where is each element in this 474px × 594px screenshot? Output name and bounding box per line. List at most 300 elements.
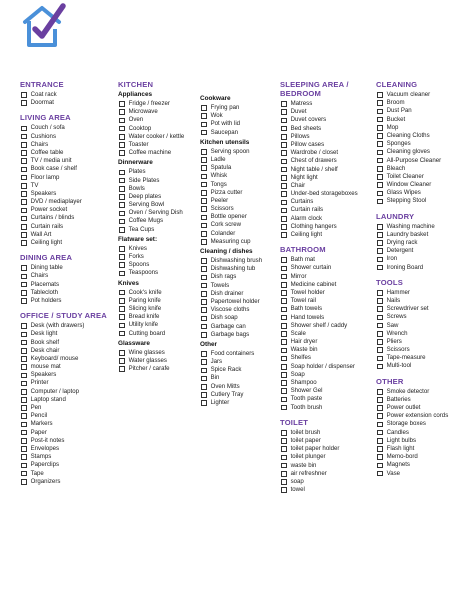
checklist-item[interactable]	[376, 461, 472, 469]
checklist-item[interactable]	[20, 330, 115, 338]
checkbox[interactable]	[21, 348, 27, 354]
checkbox[interactable]	[201, 351, 207, 357]
checkbox[interactable]	[281, 388, 287, 394]
checklist-item[interactable]	[200, 148, 280, 156]
checkbox[interactable]	[281, 315, 287, 321]
checkbox[interactable]	[201, 105, 207, 111]
checklist-item[interactable]	[280, 478, 376, 486]
checkbox[interactable]	[201, 258, 207, 264]
checkbox[interactable]	[201, 239, 207, 245]
checklist-item[interactable]	[200, 156, 280, 164]
checklist-item[interactable]	[280, 470, 376, 478]
checkbox[interactable]	[21, 232, 27, 238]
checklist-item[interactable]	[20, 429, 115, 437]
checklist-item[interactable]	[20, 347, 115, 355]
checkbox[interactable]	[21, 381, 27, 387]
checklist-item[interactable]	[20, 437, 115, 445]
checkbox[interactable]	[21, 463, 27, 469]
checklist-item[interactable]	[280, 314, 376, 322]
checklist-item[interactable]	[20, 174, 115, 182]
checkbox[interactable]	[21, 471, 27, 477]
checkbox[interactable]	[201, 223, 207, 229]
checkbox[interactable]	[201, 182, 207, 188]
checklist-item[interactable]	[376, 346, 472, 354]
checkbox[interactable]	[377, 405, 383, 411]
checklist-item[interactable]	[20, 124, 115, 132]
checkbox[interactable]	[377, 290, 383, 296]
checkbox[interactable]	[201, 113, 207, 119]
checkbox[interactable]	[377, 265, 383, 271]
checkbox[interactable]	[377, 413, 383, 419]
checklist-item[interactable]	[280, 429, 376, 437]
checklist-item[interactable]	[376, 148, 472, 156]
checklist-item[interactable]	[20, 91, 115, 99]
checkbox[interactable]	[281, 298, 287, 304]
checklist-item[interactable]	[20, 231, 115, 239]
checkbox[interactable]	[119, 246, 125, 252]
checklist-item[interactable]	[280, 346, 376, 354]
checkbox[interactable]	[201, 149, 207, 155]
checkbox[interactable]	[119, 254, 125, 260]
checklist-item[interactable]	[280, 354, 376, 362]
checkbox[interactable]	[201, 157, 207, 163]
checkbox[interactable]	[377, 356, 383, 362]
checkbox[interactable]	[119, 227, 125, 233]
checkbox[interactable]	[21, 274, 27, 280]
checkbox[interactable]	[21, 92, 27, 98]
checklist-item[interactable]	[20, 355, 115, 363]
checkbox[interactable]	[377, 125, 383, 131]
checklist-item[interactable]	[118, 253, 202, 261]
checkbox[interactable]	[119, 202, 125, 208]
checklist-item[interactable]	[376, 124, 472, 132]
checklist-item[interactable]	[118, 116, 202, 124]
checkbox[interactable]	[119, 101, 125, 107]
checkbox[interactable]	[21, 150, 27, 156]
checklist-item[interactable]	[280, 264, 376, 272]
checklist-item[interactable]	[118, 217, 202, 225]
checklist-item[interactable]	[200, 273, 280, 281]
checklist-item[interactable]	[376, 107, 472, 115]
checkbox[interactable]	[21, 183, 27, 189]
checklist-item[interactable]	[20, 165, 115, 173]
checklist-item[interactable]	[20, 461, 115, 469]
checklist-item[interactable]	[20, 289, 115, 297]
checklist-item[interactable]	[118, 141, 202, 149]
checklist-item[interactable]	[200, 290, 280, 298]
checklist-item[interactable]	[200, 205, 280, 213]
checkbox[interactable]	[281, 356, 287, 362]
checkbox[interactable]	[281, 101, 287, 107]
checkbox[interactable]	[377, 232, 383, 238]
checklist-item[interactable]	[376, 255, 472, 263]
checkbox[interactable]	[119, 331, 125, 337]
checklist-item[interactable]	[280, 149, 376, 157]
checklist-item[interactable]	[20, 206, 115, 214]
checkbox[interactable]	[201, 376, 207, 382]
checklist-item[interactable]	[200, 306, 280, 314]
checkbox[interactable]	[201, 291, 207, 297]
checkbox[interactable]	[201, 384, 207, 390]
checkbox[interactable]	[21, 216, 27, 222]
checklist-item[interactable]	[118, 349, 202, 357]
checkbox[interactable]	[201, 206, 207, 212]
checkbox[interactable]	[119, 358, 125, 364]
checklist-item[interactable]	[280, 223, 376, 231]
checklist-item[interactable]	[20, 379, 115, 387]
checklist-item[interactable]	[376, 437, 472, 445]
checkbox[interactable]	[119, 323, 125, 329]
checkbox[interactable]	[281, 438, 287, 444]
checklist-item[interactable]	[118, 261, 202, 269]
checklist-item[interactable]	[200, 213, 280, 221]
checkbox[interactable]	[377, 191, 383, 197]
checklist-item[interactable]	[280, 462, 376, 470]
checkbox[interactable]	[281, 323, 287, 329]
checkbox[interactable]	[377, 92, 383, 98]
checklist-item[interactable]	[376, 354, 472, 362]
checklist-item[interactable]	[200, 383, 280, 391]
checklist-item[interactable]	[376, 231, 472, 239]
checkbox[interactable]	[119, 314, 125, 320]
checkbox[interactable]	[377, 100, 383, 106]
checkbox[interactable]	[201, 283, 207, 289]
checkbox[interactable]	[21, 191, 27, 197]
checklist-item[interactable]	[280, 166, 376, 174]
checklist-item[interactable]	[118, 226, 202, 234]
checkbox[interactable]	[21, 323, 27, 329]
checklist-item[interactable]	[376, 247, 472, 255]
checklist-item[interactable]	[376, 173, 472, 181]
checkbox[interactable]	[119, 194, 125, 200]
checklist-item[interactable]	[200, 282, 280, 290]
checkbox[interactable]	[119, 142, 125, 148]
checkbox[interactable]	[281, 175, 287, 181]
checkbox[interactable]	[119, 178, 125, 184]
checkbox[interactable]	[377, 430, 383, 436]
checklist-item[interactable]	[280, 215, 376, 223]
checklist-item[interactable]	[118, 357, 202, 365]
checkbox[interactable]	[119, 170, 125, 176]
checklist-item[interactable]	[280, 174, 376, 182]
checkbox[interactable]	[21, 126, 27, 132]
checklist-item[interactable]	[280, 330, 376, 338]
checklist-item[interactable]	[376, 189, 472, 197]
checklist-item[interactable]	[280, 273, 376, 281]
checkbox[interactable]	[377, 422, 383, 428]
checklist-item[interactable]	[20, 478, 115, 486]
checklist-item[interactable]	[20, 272, 115, 280]
checkbox[interactable]	[377, 471, 383, 477]
checkbox[interactable]	[281, 479, 287, 485]
checklist-item[interactable]	[376, 338, 472, 346]
checklist-item[interactable]	[280, 182, 376, 190]
checklist-item[interactable]	[200, 391, 280, 399]
checkbox[interactable]	[21, 240, 27, 246]
checklist-item[interactable]	[376, 116, 472, 124]
checkbox[interactable]	[201, 122, 207, 128]
checklist-item[interactable]	[20, 339, 115, 347]
checklist-item[interactable]	[118, 108, 202, 116]
checklist-item[interactable]	[280, 289, 376, 297]
checklist-item[interactable]	[280, 231, 376, 239]
checkbox[interactable]	[119, 134, 125, 140]
checklist-item[interactable]	[280, 338, 376, 346]
checklist-item[interactable]	[118, 149, 202, 157]
checklist-item[interactable]	[200, 230, 280, 238]
checklist-item[interactable]	[376, 470, 472, 478]
checkbox[interactable]	[377, 150, 383, 156]
checklist-item[interactable]	[376, 445, 472, 453]
checkbox[interactable]	[377, 133, 383, 139]
checklist-item[interactable]	[280, 100, 376, 108]
checkbox[interactable]	[377, 397, 383, 403]
checklist-item[interactable]	[200, 298, 280, 306]
checkbox[interactable]	[21, 405, 27, 411]
checklist-item[interactable]	[118, 185, 202, 193]
checklist-item[interactable]	[20, 239, 115, 247]
checklist-item[interactable]	[376, 165, 472, 173]
checkbox[interactable]	[119, 109, 125, 115]
checklist-item[interactable]	[280, 133, 376, 141]
checkbox[interactable]	[281, 126, 287, 132]
checkbox[interactable]	[21, 397, 27, 403]
checkbox[interactable]	[119, 126, 125, 132]
checkbox[interactable]	[201, 307, 207, 313]
checkbox[interactable]	[21, 454, 27, 460]
checkbox[interactable]	[201, 231, 207, 237]
checklist-item[interactable]	[376, 453, 472, 461]
checkbox[interactable]	[119, 150, 125, 156]
checkbox[interactable]	[377, 182, 383, 188]
checklist-item[interactable]	[376, 412, 472, 420]
checklist-item[interactable]	[280, 371, 376, 379]
checkbox[interactable]	[201, 215, 207, 221]
checkbox[interactable]	[119, 306, 125, 312]
checkbox[interactable]	[119, 219, 125, 225]
checkbox[interactable]	[21, 175, 27, 181]
checklist-item[interactable]	[280, 256, 376, 264]
checkbox[interactable]	[201, 299, 207, 305]
checkbox[interactable]	[377, 298, 383, 304]
checklist-item[interactable]	[118, 289, 202, 297]
checkbox[interactable]	[119, 290, 125, 296]
checklist-item[interactable]	[200, 257, 280, 265]
checkbox[interactable]	[377, 339, 383, 345]
checklist-item[interactable]	[376, 420, 472, 428]
checklist-item[interactable]	[376, 362, 472, 370]
checkbox[interactable]	[119, 262, 125, 268]
checklist-item[interactable]	[376, 330, 472, 338]
checkbox[interactable]	[377, 199, 383, 205]
checklist-item[interactable]	[20, 190, 115, 198]
checklist-item[interactable]	[280, 453, 376, 461]
checkbox[interactable]	[21, 167, 27, 173]
checkbox[interactable]	[21, 422, 27, 428]
checkbox[interactable]	[377, 306, 383, 312]
checkbox[interactable]	[377, 257, 383, 263]
checkbox[interactable]	[21, 438, 27, 444]
checklist-item[interactable]	[200, 112, 280, 120]
checkbox[interactable]	[281, 150, 287, 156]
checkbox[interactable]	[201, 332, 207, 338]
checklist-item[interactable]	[118, 168, 202, 176]
checkbox[interactable]	[201, 198, 207, 204]
checkbox[interactable]	[201, 400, 207, 406]
checkbox[interactable]	[21, 265, 27, 271]
checklist-item[interactable]	[118, 125, 202, 133]
checkbox[interactable]	[281, 397, 287, 403]
checkbox[interactable]	[281, 142, 287, 148]
checklist-item[interactable]	[376, 140, 472, 148]
checklist-item[interactable]	[20, 297, 115, 305]
checkbox[interactable]	[21, 373, 27, 379]
checkbox[interactable]	[377, 117, 383, 123]
checkbox[interactable]	[281, 224, 287, 230]
checkbox[interactable]	[201, 368, 207, 374]
checklist-item[interactable]	[376, 297, 472, 305]
checklist-item[interactable]	[280, 297, 376, 305]
checklist-item[interactable]	[20, 264, 115, 272]
checkbox[interactable]	[281, 380, 287, 386]
checklist-item[interactable]	[376, 429, 472, 437]
checkbox[interactable]	[281, 118, 287, 124]
checkbox[interactable]	[21, 298, 27, 304]
checklist-item[interactable]	[280, 190, 376, 198]
checkbox[interactable]	[281, 134, 287, 140]
checklist-item[interactable]	[280, 379, 376, 387]
checkbox[interactable]	[201, 275, 207, 281]
checklist-item[interactable]	[200, 172, 280, 180]
checklist-item[interactable]	[20, 420, 115, 428]
checklist-item[interactable]	[20, 99, 115, 107]
checkbox[interactable]	[281, 232, 287, 238]
checklist-item[interactable]	[376, 181, 472, 189]
checklist-item[interactable]	[376, 404, 472, 412]
checklist-item[interactable]	[200, 314, 280, 322]
checkbox[interactable]	[377, 174, 383, 180]
checkbox[interactable]	[21, 208, 27, 214]
checklist-item[interactable]	[376, 132, 472, 140]
checkbox[interactable]	[21, 100, 27, 106]
checklist-item[interactable]	[376, 239, 472, 247]
checkbox[interactable]	[201, 130, 207, 136]
checklist-item[interactable]	[20, 412, 115, 420]
checkbox[interactable]	[281, 364, 287, 370]
checkbox[interactable]	[21, 389, 27, 395]
checklist-item[interactable]	[20, 322, 115, 330]
checkbox[interactable]	[281, 109, 287, 115]
checklist-item[interactable]	[280, 395, 376, 403]
checkbox[interactable]	[21, 158, 27, 164]
checkbox[interactable]	[201, 266, 207, 272]
checkbox[interactable]	[281, 430, 287, 436]
checklist-item[interactable]	[118, 245, 202, 253]
checklist-item[interactable]	[376, 322, 472, 330]
checklist-item[interactable]	[280, 108, 376, 116]
checklist-item[interactable]	[200, 399, 280, 407]
checkbox[interactable]	[377, 158, 383, 164]
checklist-item[interactable]	[376, 157, 472, 165]
checklist-item[interactable]	[200, 323, 280, 331]
checkbox[interactable]	[119, 298, 125, 304]
checkbox[interactable]	[21, 199, 27, 205]
checkbox[interactable]	[281, 307, 287, 313]
checkbox[interactable]	[377, 166, 383, 172]
checkbox[interactable]	[21, 356, 27, 362]
checklist-item[interactable]	[118, 201, 202, 209]
checkbox[interactable]	[377, 240, 383, 246]
checklist-item[interactable]	[376, 223, 472, 231]
checkbox[interactable]	[281, 372, 287, 378]
checklist-item[interactable]	[118, 209, 202, 217]
checkbox[interactable]	[281, 405, 287, 411]
checklist-item[interactable]	[280, 486, 376, 494]
checklist-item[interactable]	[200, 331, 280, 339]
checklist-item[interactable]	[20, 149, 115, 157]
checklist-item[interactable]	[200, 358, 280, 366]
checkbox[interactable]	[21, 413, 27, 419]
checkbox[interactable]	[119, 211, 125, 217]
checkbox[interactable]	[21, 332, 27, 338]
checkbox[interactable]	[377, 438, 383, 444]
checkbox[interactable]	[377, 446, 383, 452]
checklist-item[interactable]	[376, 305, 472, 313]
checkbox[interactable]	[119, 366, 125, 372]
checkbox[interactable]	[281, 191, 287, 197]
checkbox[interactable]	[201, 324, 207, 330]
checklist-item[interactable]	[280, 125, 376, 133]
checklist-item[interactable]	[280, 437, 376, 445]
checkbox[interactable]	[201, 165, 207, 171]
checklist-item[interactable]	[376, 264, 472, 272]
checkbox[interactable]	[21, 224, 27, 230]
checkbox[interactable]	[21, 290, 27, 296]
checklist-item[interactable]	[200, 350, 280, 358]
checklist-item[interactable]	[20, 363, 115, 371]
checkbox[interactable]	[281, 183, 287, 189]
checkbox[interactable]	[119, 186, 125, 192]
checkbox[interactable]	[119, 271, 125, 277]
checkbox[interactable]	[377, 347, 383, 353]
checklist-item[interactable]	[280, 116, 376, 124]
checkbox[interactable]	[281, 331, 287, 337]
checklist-item[interactable]	[118, 100, 202, 108]
checklist-item[interactable]	[200, 265, 280, 273]
checklist-item[interactable]	[280, 322, 376, 330]
checklist-item[interactable]	[200, 221, 280, 229]
checklist-item[interactable]	[376, 91, 472, 99]
checklist-item[interactable]	[280, 305, 376, 313]
checkbox[interactable]	[201, 174, 207, 180]
checklist-item[interactable]	[20, 281, 115, 289]
checkbox[interactable]	[21, 446, 27, 452]
checklist-item[interactable]	[376, 99, 472, 107]
checklist-item[interactable]	[20, 182, 115, 190]
checkbox[interactable]	[21, 282, 27, 288]
checklist-item[interactable]	[118, 365, 202, 373]
checklist-item[interactable]	[20, 453, 115, 461]
checkbox[interactable]	[281, 455, 287, 461]
checkbox[interactable]	[201, 190, 207, 196]
checklist-item[interactable]	[280, 206, 376, 214]
checklist-item[interactable]	[20, 388, 115, 396]
checkbox[interactable]	[201, 359, 207, 365]
checklist-item[interactable]	[200, 181, 280, 189]
checkbox[interactable]	[281, 216, 287, 222]
checklist-item[interactable]	[20, 445, 115, 453]
checkbox[interactable]	[281, 463, 287, 469]
